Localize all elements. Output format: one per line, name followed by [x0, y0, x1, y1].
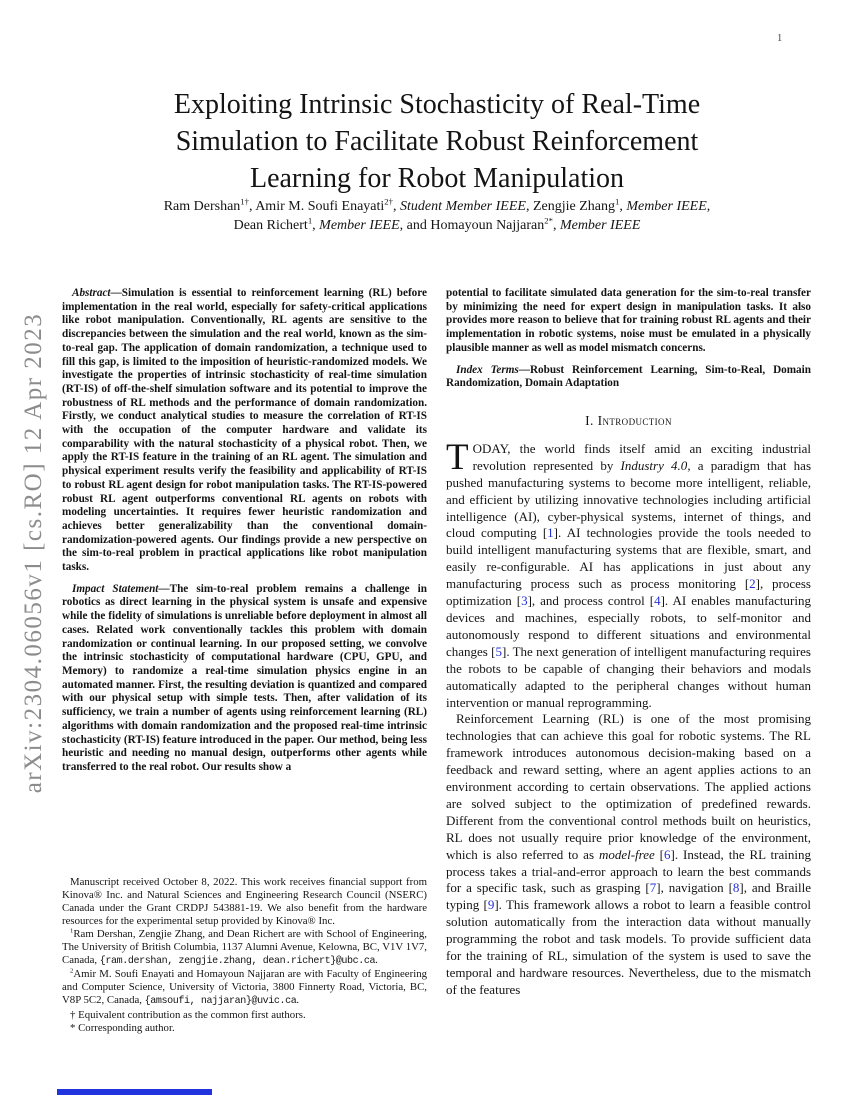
author-list: [62, 198, 812, 235]
text-run: ]. AI technologies provide the tools needed to build intelligent manufacturing systems that are flexible, smart, and easily re-configurable. AI has applications in just about any manufacturing process such as process monitoring [: [446, 525, 811, 592]
text-run: —The sim-to-real problem remains a challenge in robotics as direct learning in the physical system is unsafe and expensive while the fidelity of simulations is unreliable before deployment in almost all cases. Related work conventionally tackles this problem with domain randomization or continual learning. In our proposed setting, we convolve the intrinsic stochasticity of computational hardware (CPU, GPU, and Memory) to randomize a real-time simulation physics engine in an automated manner. First, the resulting deviation is quantized and compared with our physical setup with simple tests. Then, after validation of its sufficiency, we train a number of agents using reinforcement learning (RL) algorithms with domain randomization and the proposed real-time intrinsic stochasticity (RT-IS) feature introduced in the paper. Our method, being less heuristic and needing no manual design, outperforms other agents while transferred to the real robot. Our results show a: [62, 582, 427, 773]
text-run: ,: [312, 217, 320, 233]
text-run: * Corresponding author.: [70, 1022, 175, 1035]
text-run: 1: [307, 214, 313, 225]
footnote-equivalent-contribution: [62, 1009, 427, 1022]
dropcap-letter: T: [446, 436, 469, 478]
text-run: ], and Braille typing [: [446, 880, 811, 913]
text-run: 2: [70, 967, 74, 975]
text-run: Amir M. Soufi Enayati and Homayoun Najjaran are with Faculty of Engineering and Computer Science, University of Victoria, 3800 Finnerty Road, Victoria, BC, V8P 5C2, Canada,: [62, 968, 427, 1007]
citation-link[interactable]: 4: [654, 593, 661, 609]
text-run: Member IEEE: [319, 217, 400, 233]
citation-link[interactable]: 9: [487, 897, 495, 913]
text-run: [: [654, 846, 665, 862]
text-run: .: [296, 994, 300, 1007]
introduction-paragraph-1: [446, 436, 811, 712]
email-link[interactable]: {ram.dershan, zengjie.zhang, dean.richert}@ubc.ca: [99, 955, 376, 967]
text-run: , a paradigm that has pushed manufacturing systems to become more intelligent, reliable, and efficient by utilizing innovative technologies including artificial intelligence (AI), cyber-physical systems, internet of things, and cloud computing [: [446, 457, 811, 541]
abstract-paragraph: [62, 287, 427, 575]
text-run: Member IEEE: [626, 199, 707, 214]
footnote-funding: [62, 876, 427, 928]
footnote-block: [62, 876, 427, 1035]
author-line-2: [62, 214, 812, 236]
text-run: ]. The next generation of intelligent manufacturing requires the robots to be capable of changing their behaviors and modals automatically adapted to the peripheral changes without human intervention or manual reprogramming.: [446, 643, 811, 710]
text-run: Impact Statement: [72, 582, 159, 595]
text-run: ], process optimization [: [446, 576, 811, 609]
citation-link[interactable]: 3: [521, 593, 528, 609]
index-terms-paragraph: [446, 364, 811, 391]
paper-title: [62, 86, 812, 197]
text-run: † Equivalent contribution as the common first authors.: [70, 1009, 306, 1022]
text-run: ,: [619, 199, 627, 214]
text-run: model-free: [598, 846, 655, 862]
text-run: Ram Dershan: [163, 199, 241, 214]
text-run: .: [375, 953, 378, 966]
citation-link[interactable]: 7: [649, 880, 657, 896]
text-run: Student Member IEEE: [399, 199, 526, 214]
text-run: ODAY, the world finds itself amid an exciting industrial revolution represented by: [472, 440, 811, 473]
text-run: ,: [392, 199, 400, 214]
text-run: 1†: [240, 196, 249, 207]
text-run: ]. Instead, the RL training process takes a trial-and-error approach to learn the best commands for a specific task, such as grasping [: [446, 846, 811, 896]
text-run: , Zengjie Zhang: [525, 199, 615, 214]
citation-link[interactable]: 2: [749, 576, 756, 592]
text-run: 2†: [384, 196, 393, 207]
author-line-1: [62, 198, 812, 217]
text-run: , and Homayoun Najjaran: [399, 217, 545, 233]
text-run: Industry 4.0: [620, 457, 688, 473]
paper-title-line-3: Learning for Robot Manipulation: [249, 163, 625, 194]
citation-link[interactable]: 1: [547, 525, 554, 541]
impact-statement-continuation: [446, 287, 811, 356]
text-run: —Robust Reinforcement Learning, Sim-to-Real, Domain Randomization, Domain Adaptation: [446, 363, 811, 390]
text-run: , Amir M. Soufi Enayati: [248, 199, 385, 214]
footnote-corresponding-author: [62, 1022, 427, 1035]
text-run: ,: [706, 199, 711, 214]
text-run: —Simulation is essential to reinforcement learning (RL) before implementation in the real world, especially for safety-critical applications like robot manipulation. Conventionally, RL agents are sensitive to the discrepancies between the simulation and the real world, known as the sim-to-real gap. The application of domain randomization, a technique used to fill this gap, is limited to the imposition of heuristic-randomized models. We investigate the properties of intrinsic stochasticity of real-time simulation (RT-IS) of off-the-shelf simulation software and its potential to improve the robustness of RL methods and the performance of domain randomization. Firstly, we conduct analytical studies to measure the correlation of RT-IS with the occupation of the computer hardware and validate its comparability with the natural stochasticity of a physical robot. Then, we apply the RT-IS feature in the training of an RL agent. The simulation and physical experiment results verify the feasibility and applicability of RT-IS to robust RL agent design for robot manipulation tasks. The RT-IS-powered robust RL agent outperforms conventional RL agents on robots with modeling uncertainties. It requires fewer heuristic randomization and achieves better generalizability than the conventional domain-randomization-powered agents. Our findings provide a new perspective on the sim-to-real problem in practical applications like robot manipulation tasks.: [62, 287, 427, 574]
citation-link[interactable]: 6: [664, 846, 671, 862]
citation-link[interactable]: 8: [732, 880, 740, 896]
footnote-affiliation-2: [62, 968, 427, 1009]
text-run: ]. This framework allows a robot to learn a feasible control solution automatically from the interaction data without manually programming the robot and task models. To provide sufficient data for the training of RL, simulation of the system is used to save the temporal and hardware resources. Nevertheless, due to the mismatch of the features: [446, 897, 811, 997]
arxiv-watermark: arXiv:2304.06056v1 [cs.RO] 12 Apr 2023: [20, 312, 47, 794]
text-run: Abstract: [72, 287, 111, 299]
section-heading-introduction: I. Introduction: [585, 412, 672, 428]
text-run: Ram Dershan, Zengjie Zhang, and Dean Richert are with School of Engineering, The University of British Columbia, 1137 Alumni Avenue, Kelowna, BC, V1V 1V7, Canada,: [62, 927, 427, 966]
text-run: potential to facilitate simulated data generation for the sim-to-real transfer by minimizing the need for expert design in manipulation tasks. It also provides more reason to believe that for training robust RL agents and their implementation in robotic systems, noise must be emulated in a physically plausible manner as well as model mismatch concerns.: [446, 287, 811, 354]
page-number: 1: [777, 33, 783, 44]
impact-statement-paragraph: [62, 583, 427, 775]
link-annotation-bar[interactable]: [57, 1089, 212, 1095]
text-run: ]. AI enables manufacturing devices and machines, especially robots, to self-monitor and autonomously respond to different situations and environmental changes [: [446, 593, 811, 659]
email-link[interactable]: {amsoufi, najjaran}@uvic.ca: [144, 996, 297, 1008]
two-column-body: [62, 287, 812, 1035]
text-run: Manuscript received October 8, 2022. This work receives financial support from Kinova® Inc. and Natural Sciences and Engineering Research Council (NSERC) Canada under the Grant CRDPJ 543881-19. We also benefit from the hardware resources for the experimental setup provided by Kinova® Inc.: [62, 876, 427, 927]
text-run: Dean Richert: [233, 217, 308, 233]
text-run: ,: [552, 217, 560, 233]
citation-link[interactable]: 5: [495, 643, 502, 659]
left-column: [62, 287, 427, 1035]
right-column: [446, 287, 811, 1035]
introduction-paragraph-2: [446, 711, 811, 998]
text-run: ], and process control [: [527, 593, 655, 609]
text-run: 1: [70, 927, 74, 935]
text-run: Index Terms: [456, 363, 519, 376]
text-run: Member IEEE: [559, 217, 641, 233]
text-run: 2*: [544, 214, 553, 225]
paper-title-line-1: Exploiting Intrinsic Stochasticity of Real-Time: [173, 89, 701, 120]
introduction-paragraph-1-text: [446, 436, 811, 710]
text-run: 1: [614, 196, 620, 207]
text-run: Reinforcement Learning (RL) is one of the most promising technologies that can achieve this goal for robotic systems. The RL framework introduces autonomous decision-making based on a feedback and reward setting, where an agent applies actions to an environment according to certain observations. The applied actions are solved subject to the optimization of predefined rewards. Different from the conventional control methods built on heuristics, RL does not usually require prior knowledge of the environment, which is also referred to as: [446, 711, 811, 862]
footnote-affiliation-1: [62, 928, 427, 969]
paper-title-line-2: Simulation to Facilitate Robust Reinforcement: [175, 126, 699, 157]
text-run: ], navigation [: [656, 880, 733, 896]
